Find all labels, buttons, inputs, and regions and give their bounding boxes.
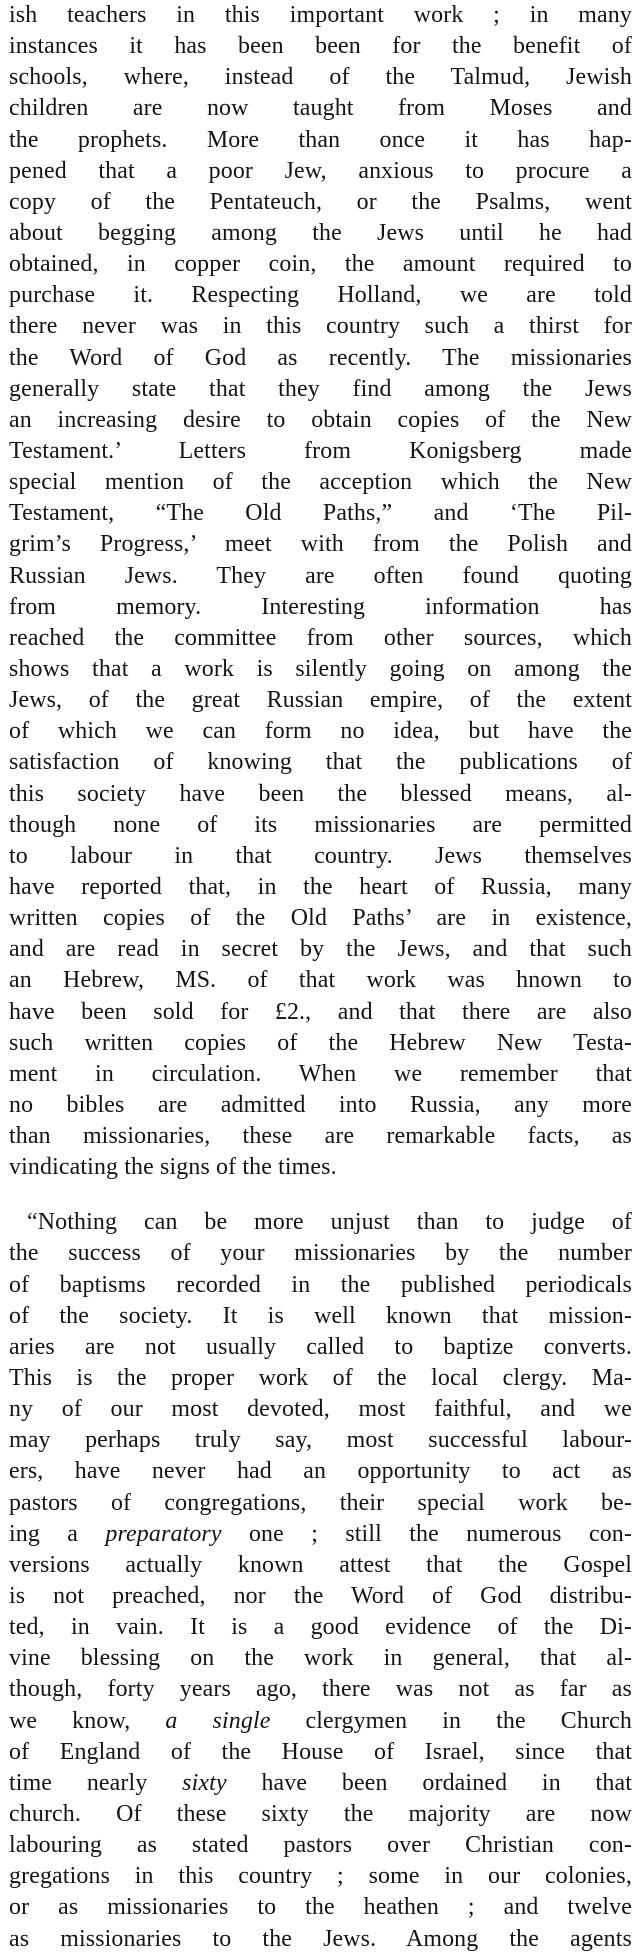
text-line: vindicating the signs of the times.	[9, 1154, 337, 1181]
text-line: ny of our most devoted, most faithful, and we	[9, 1396, 632, 1423]
paragraph-gap	[9, 1183, 634, 1207]
text-segment: we know,	[9, 1707, 166, 1734]
text-line: may perhaps truly say, most successful labour-	[9, 1427, 632, 1454]
text-line: pened that a poor Jew, anxious to procure a	[9, 157, 632, 184]
text-line: to labour in that country. Jews themselves	[9, 842, 632, 869]
text-line: ted, in vain. It is a good evidence of the Di-	[9, 1614, 632, 1641]
text-line: an increasing desire to obtain copies of the New	[9, 406, 632, 433]
text-segment: one ; still the numerous con-	[221, 1520, 632, 1547]
text-line: no bibles are admitted into Russia, any more	[9, 1091, 632, 1118]
text-line: Russian Jews. They are often found quoting	[9, 562, 632, 589]
text-line: schools, where, instead of the Talmud, Jewish	[9, 64, 632, 91]
text-line: vine blessing on the work in general, that al-	[9, 1645, 632, 1672]
text-segment: time nearly	[9, 1769, 183, 1796]
text-line: “Nothing can be more unjust than to judge of	[27, 1209, 632, 1236]
text-line: of baptisms recorded in the published periodicals	[9, 1271, 632, 1298]
text-line: as missionaries to the Jews. Among the agents	[9, 1925, 632, 1952]
text-line: is not preached, nor the Word of God distribu-	[9, 1583, 632, 1610]
text-line: about begging among the Jews until he had	[9, 219, 632, 246]
text-line: this society have been the blessed means, al-	[9, 780, 632, 807]
text-line: and are read in secret by the Jews, and that such	[9, 936, 632, 963]
text-line: This is the proper work of the local clergy. Ma-	[9, 1365, 632, 1392]
italic-text: sixty	[182, 1769, 227, 1796]
text-line: or as missionaries to the heathen ; and twelve	[9, 1894, 632, 1921]
text-line: ers, have never had an opportunity to act as	[9, 1458, 632, 1485]
text-line: children are now taught from Moses and	[9, 95, 632, 122]
text-segment: ing a	[9, 1520, 106, 1547]
text-line: pastors of congregations, their special work be-	[9, 1489, 632, 1516]
text-line: such written copies of the Hebrew New Testa-	[9, 1029, 632, 1056]
text-segment: clergymen in the Church	[270, 1707, 633, 1734]
text-segment: have been ordained in that	[226, 1769, 632, 1796]
text-line: from memory. Interesting information has	[9, 593, 632, 620]
text-line: grim’s Progress,’ meet with from the Polish and	[9, 531, 632, 558]
text-line: though, forty years ago, there was not as far as	[9, 1676, 632, 1703]
text-line: of England of the House of Israel, since that	[9, 1738, 632, 1765]
text-line: Testament, “The Old Paths,” and ‘The Pil-	[9, 500, 632, 527]
text-line: gregations in this country ; some in our colonies,	[9, 1863, 632, 1890]
text-line	[9, 1768, 632, 1799]
text-line: of which we can form no idea, but have the	[9, 718, 632, 745]
text-line: copy of the Pentateuch, or the Psalms, went	[9, 188, 632, 215]
text-line: satisfaction of knowing that the publications of	[9, 749, 632, 776]
text-line: have reported that, in the heart of Russia, many	[9, 873, 632, 900]
text-line: special mention of the acception which the New	[9, 469, 632, 496]
text-line: generally state that they find among the Jews	[9, 375, 632, 402]
text-line: purchase it. Respecting Holland, we are told	[9, 282, 632, 309]
text-line: the success of your missionaries by the number	[9, 1240, 632, 1267]
text-line: have been sold for £2., and that there are also	[9, 998, 632, 1025]
text-line: Jews, of the great Russian empire, of the extent	[9, 687, 632, 714]
paragraph	[9, 0, 634, 1183]
text-line: though none of its missionaries are permitted	[9, 811, 632, 838]
text-line: obtained, in copper coin, the amount required to	[9, 251, 632, 278]
text-line: the prophets. More than once it has hap-	[9, 126, 632, 153]
text-line: reached the committee from other sources, which	[9, 624, 632, 651]
italic-text: a single	[165, 1707, 271, 1734]
text-line: the Word of God as recently. The missionaries	[9, 344, 632, 371]
text-line: of the society. It is well known that mission-	[9, 1302, 632, 1329]
text-line: aries are not usually called to baptize converts.	[9, 1333, 632, 1360]
text-line: versions actually known attest that the Gospel	[9, 1551, 632, 1578]
italic-text: preparatory	[105, 1520, 222, 1547]
text-line	[9, 1519, 632, 1550]
text-line: labouring as stated pastors over Christian con-	[9, 1832, 632, 1859]
text-line: written copies of the Old Paths’ are in existence,	[9, 905, 632, 932]
text-line: Testament.’ Letters from Konigsberg made	[9, 437, 632, 464]
text-line: an Hebrew, MS. of that work was hnown to	[9, 967, 632, 994]
text-line: shows that a work is silently going on among the	[9, 655, 632, 682]
text-line: ish teachers in this important work ; in many	[9, 2, 632, 28]
text-line: there never was in this country such a thirst for	[9, 313, 632, 340]
text-line: church. Of these sixty the majority are now	[9, 1801, 632, 1828]
text-line: instances it has been been for the benefit of	[9, 33, 632, 60]
text-line	[9, 1706, 632, 1737]
text-line: than missionaries, these are remarkable facts, as	[9, 1123, 632, 1150]
text-line: ment in circulation. When we remember that	[9, 1060, 632, 1087]
